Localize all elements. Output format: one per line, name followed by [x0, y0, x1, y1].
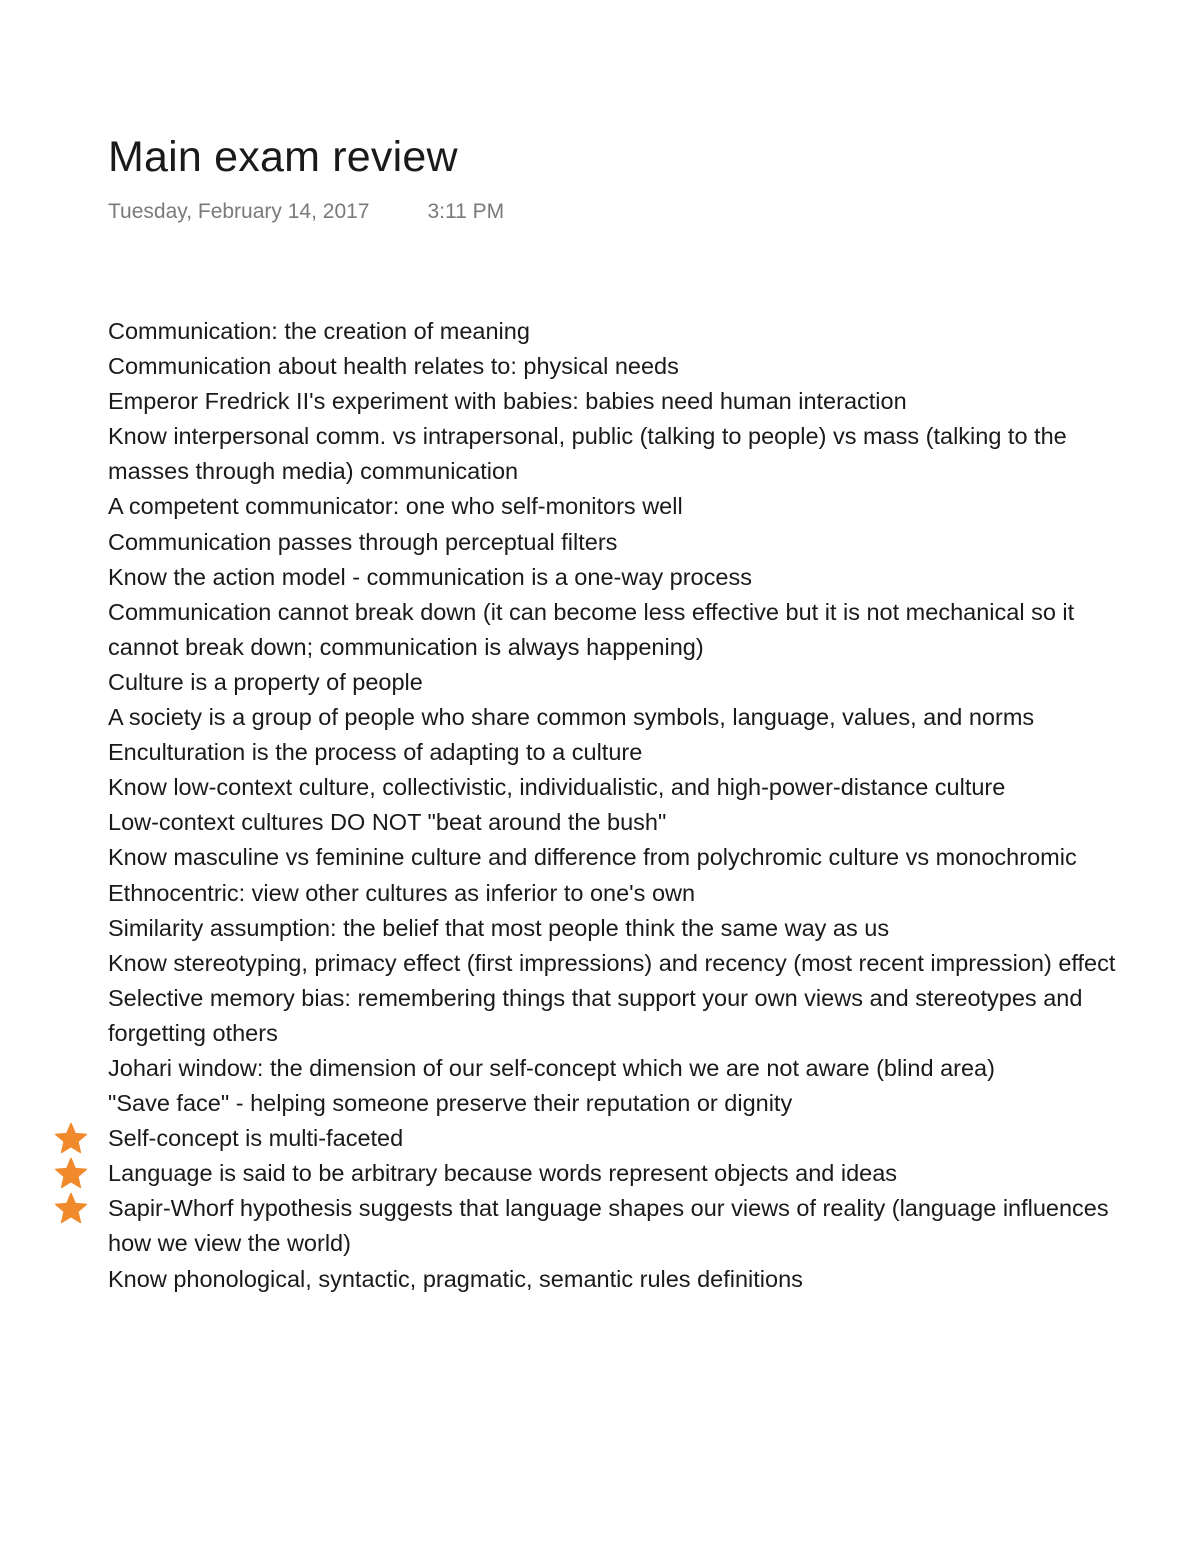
note-line — [108, 840, 1128, 875]
note-line — [108, 349, 1128, 384]
note-line — [108, 981, 1128, 1051]
note-text: Know low-context culture, collectivistic, individualistic, and high-power-distance culture — [108, 774, 1006, 801]
note-line — [108, 1121, 1128, 1156]
note-line — [108, 595, 1128, 665]
note-text: Ethnocentric: view other cultures as inferior to one's own — [108, 879, 696, 906]
note-line — [108, 314, 1128, 349]
note-text: Self-concept is multi-faceted — [108, 1125, 404, 1152]
note-line — [108, 1156, 1128, 1191]
page-date: Tuesday, February 14, 2017 — [108, 200, 370, 223]
note-line — [108, 700, 1128, 735]
page-title: Main exam review — [108, 133, 458, 181]
note-text: Know phonological, syntactic, pragmatic, semantic rules definitions — [108, 1265, 803, 1292]
note-text: "Save face" - helping someone preserve their reputation or dignity — [108, 1090, 793, 1117]
note-line — [108, 1051, 1128, 1086]
note-text: Know masculine vs feminine culture and difference from polychromic culture vs monochromic — [108, 844, 1077, 871]
note-line — [108, 489, 1128, 524]
note-text: Know the action model - communication is a one-way process — [108, 563, 752, 590]
note-text: A society is a group of people who share common symbols, language, values, and norms — [108, 704, 1035, 731]
note-text: Emperor Fredrick II's experiment with babies: babies need human interaction — [108, 388, 907, 415]
note-text: Communication: the creation of meaning — [108, 318, 530, 344]
note-line — [108, 665, 1128, 700]
note-line — [108, 525, 1128, 560]
note-line — [108, 560, 1128, 595]
page-timestamp — [108, 200, 504, 224]
note-line — [108, 1086, 1128, 1121]
note-text: Sapir-Whorf hypothesis suggests that language shapes our views of reality (language influences how we view the world) — [108, 1195, 1109, 1257]
note-text: A competent communicator: one who self-monitors well — [108, 493, 683, 520]
note-text: Selective memory bias: remembering things that support your own views and stereotypes and forgetting others — [108, 984, 1083, 1046]
star-icon — [54, 1192, 88, 1226]
note-text: Know interpersonal comm. vs intrapersonal, public (talking to people) vs mass (talking to the masses through media) communication — [108, 423, 1067, 485]
note-text: Culture is a property of people — [108, 668, 423, 695]
note-line — [108, 384, 1128, 419]
note-line — [108, 1262, 1128, 1297]
note-text: Communication about health relates to: physical needs — [108, 353, 679, 380]
note-line — [108, 876, 1128, 911]
page-time: 3:11 PM — [427, 200, 505, 223]
note-line — [108, 735, 1128, 770]
note-text: Johari window: the dimension of our self-concept which we are not aware (blind area) — [108, 1054, 995, 1081]
note-text: Language is said to be arbitrary because words represent objects and ideas — [108, 1160, 898, 1187]
star-icon — [54, 1157, 88, 1191]
note-line — [108, 1191, 1128, 1261]
note-line — [108, 946, 1128, 981]
note-text: Similarity assumption: the belief that most people think the same way as us — [108, 914, 890, 941]
note-line — [108, 419, 1128, 489]
notes-list — [108, 314, 1128, 1297]
note-line — [108, 770, 1128, 805]
note-text: Communication passes through perceptual filters — [108, 528, 618, 555]
note-text: Communication cannot break down (it can become less effective but it is not mechanical so it cannot break down; communication is always happening) — [108, 598, 1075, 660]
note-text: Know stereotyping, primacy effect (first impressions) and recency (most recent impression) effect — [108, 949, 1116, 976]
note-line — [108, 911, 1128, 946]
note-line — [108, 805, 1128, 840]
star-icon — [54, 1122, 88, 1156]
note-text: Enculturation is the process of adapting to a culture — [108, 739, 643, 766]
note-text: Low-context cultures DO NOT "beat around the bush" — [108, 809, 667, 836]
